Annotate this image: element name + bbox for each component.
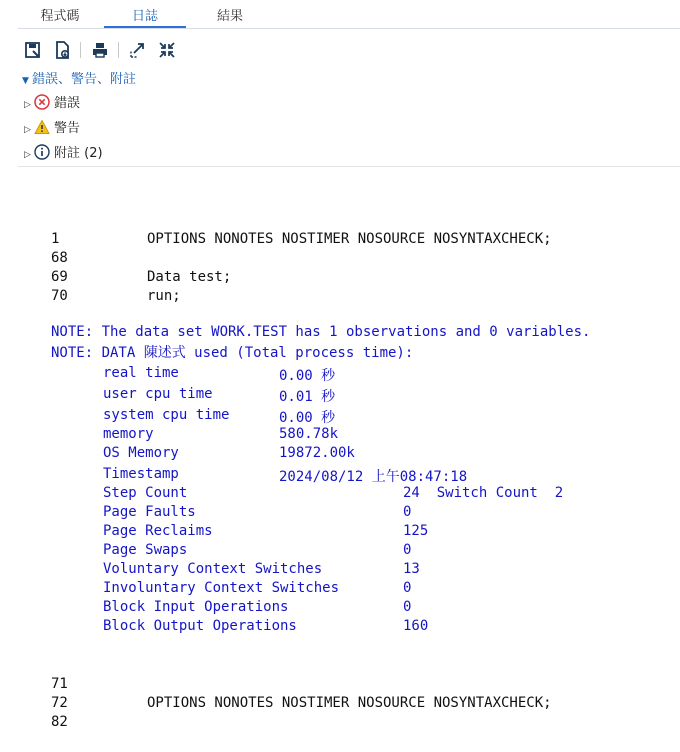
stat-key: memory	[103, 426, 154, 442]
expand-icon	[127, 40, 147, 60]
line-number: 69	[51, 269, 68, 285]
stat-key: OS Memory	[103, 445, 179, 461]
tree-item-errors[interactable]	[24, 94, 80, 114]
tree-item-label: 附註 (2)	[54, 146, 103, 161]
note-line: NOTE: DATA 陳述式 used (Total process time):	[51, 345, 414, 361]
document-download-icon	[53, 40, 73, 60]
error-icon	[34, 94, 50, 110]
log-toolbar	[18, 38, 680, 62]
stat-key: Page Faults	[103, 504, 196, 520]
caret-right-icon: ▷	[24, 100, 31, 110]
toolbar-separator	[80, 42, 81, 58]
toolbar-separator	[118, 42, 119, 58]
messages-header-label: 錯誤、警告、附註	[32, 72, 137, 87]
stat-key: Block Output Operations	[103, 618, 297, 634]
tree-item-notes[interactable]	[24, 144, 103, 164]
stat-key: Page Reclaims	[103, 523, 213, 539]
stat-value: 0.00 秒	[279, 410, 336, 426]
stat-value: 2024/08/12 上午08:47:18	[279, 469, 468, 485]
panel-divider	[18, 166, 680, 167]
stat-value: 13	[403, 561, 420, 577]
tree-item-warnings[interactable]	[24, 119, 80, 139]
collapse-icon	[157, 40, 177, 60]
line-code: OPTIONS NONOTES NOSTIMER NOSOURCE NOSYNTAXCHECK;	[147, 695, 552, 711]
line-code: OPTIONS NONOTES NOSTIMER NOSOURCE NOSYNTAXCHECK;	[147, 231, 552, 247]
line-number: 1	[51, 231, 60, 247]
line-number: 70	[51, 288, 68, 304]
tab-divider	[18, 28, 680, 29]
tab-results[interactable]: 結果	[216, 9, 243, 24]
caret-right-icon: ▷	[24, 125, 31, 135]
stat-key: user cpu time	[103, 386, 213, 402]
messages-header[interactable]	[22, 70, 136, 90]
line-number: 68	[51, 250, 68, 266]
save-log-button[interactable]	[23, 40, 43, 60]
stat-key: Involuntary Context Switches	[103, 580, 340, 596]
stat-key: Block Input Operations	[103, 599, 289, 615]
caret-down-icon: ▼	[22, 76, 29, 86]
line-number: 71	[51, 676, 68, 692]
stat-value: 580.78k	[279, 426, 339, 442]
tree-item-label: 警告	[54, 121, 81, 136]
line-code: Data test;	[147, 269, 232, 285]
stat-value: 0	[403, 599, 412, 615]
stat-key: system cpu time	[103, 407, 230, 423]
stat-key: Voluntary Context Switches	[103, 561, 323, 577]
tab-code[interactable]: 程式碼	[40, 9, 80, 24]
stat-value: 0	[403, 542, 412, 558]
stat-key: real time	[103, 365, 179, 381]
stat-value: 0.01 秒	[279, 389, 336, 405]
line-number: 82	[51, 714, 68, 730]
caret-right-icon: ▷	[24, 150, 31, 160]
stat-value: 0.00 秒	[279, 368, 336, 384]
tab-bar	[0, 0, 680, 28]
stat-value: 125	[403, 523, 429, 539]
tree-item-label: 錯誤	[54, 96, 81, 111]
tab-log[interactable]: 日誌	[131, 9, 158, 24]
print-button[interactable]	[90, 40, 110, 60]
note-line: NOTE: The data set WORK.TEST has 1 observations and 0 variables.	[51, 324, 591, 340]
stat-key: Step Count	[103, 485, 188, 501]
stat-value: 0	[403, 580, 412, 596]
stat-value: 160	[403, 618, 429, 634]
download-log-button[interactable]	[53, 40, 73, 60]
expand-button[interactable]	[127, 40, 147, 60]
line-code: run;	[147, 288, 181, 304]
save-icon	[23, 40, 43, 60]
collapse-button[interactable]	[157, 40, 177, 60]
print-icon	[90, 40, 110, 60]
stat-value: 19872.00k	[279, 445, 355, 461]
stat-key: Timestamp	[103, 466, 179, 482]
warning-icon	[34, 119, 50, 135]
stat-value: 0	[403, 504, 412, 520]
stat-value: 24 Switch Count 2	[403, 485, 564, 501]
stat-key: Page Swaps	[103, 542, 188, 558]
info-icon	[34, 144, 50, 160]
line-number: 72	[51, 695, 68, 711]
